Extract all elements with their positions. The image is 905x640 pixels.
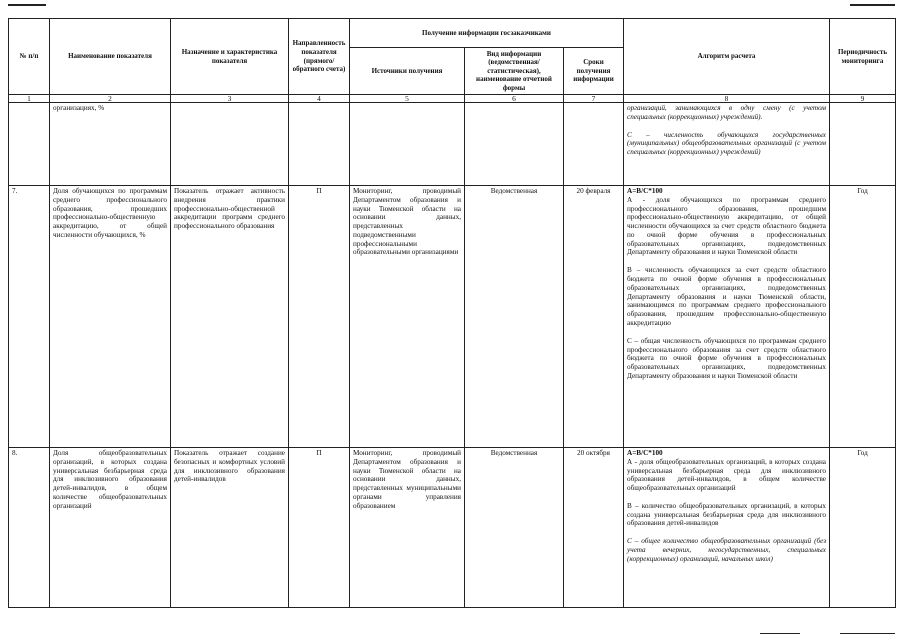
header-info-type: Вид информации (ведомственная/статистическая), наименование отчетной формы bbox=[465, 48, 564, 95]
indicator-direction bbox=[289, 103, 350, 186]
row-number: 8. bbox=[9, 448, 50, 608]
scan-bottom-mark bbox=[760, 633, 800, 634]
info-source: Мониторинг, проводимый Департаментом образования и науки Тюменской области на основании данных, представленных муниципальными органами управления образованием bbox=[350, 448, 465, 608]
calculation-algorithm bbox=[624, 186, 830, 448]
table-row bbox=[9, 448, 896, 608]
header-period: Периодичность мониторинга bbox=[830, 19, 896, 95]
indicators-table bbox=[8, 18, 896, 608]
calculation-algorithm bbox=[624, 448, 830, 608]
info-deadline bbox=[564, 103, 624, 186]
column-number: 1 bbox=[9, 95, 50, 103]
algorithm-paragraph: С – общая численность обучающихся по программам среднего профессионального образования за счет средств областного бюджета по очной форме обучения в профессиональных образовательных организациях, подведомственных Департаменту образования и науки Тюменской области bbox=[627, 336, 826, 380]
info-deadline: 20 февраля bbox=[564, 186, 624, 448]
algorithm-paragraph: А - доля обучающихся по программам среднего профессионального образования, прошедшим профессионально-общественную аккредитацию, от общей численности обучающихся за счет средств областного бюджета по очной форме обучения в профессиональных образовательных организациях, подведомственных Департаменту образования и науки Тюменской области bbox=[627, 195, 826, 257]
header-name: Наименование показателя bbox=[50, 19, 171, 95]
row-number bbox=[9, 103, 50, 186]
header-deadline: Сроки получения информации bbox=[564, 48, 624, 95]
info-type: Ведомственная bbox=[465, 448, 564, 608]
algorithm-paragraph: В – количество общеобразовательных организаций, в которых создана универсальная безбарьерная среда для инклюзивного образования детей-инвалидов bbox=[627, 501, 826, 528]
scan-bottom-mark bbox=[840, 633, 895, 634]
monitoring-period bbox=[830, 103, 896, 186]
algorithm-formula: A=B/C*100 bbox=[627, 449, 663, 457]
indicator-direction: П bbox=[289, 186, 350, 448]
indicator-direction: П bbox=[289, 448, 350, 608]
table-row bbox=[9, 186, 896, 448]
info-source bbox=[350, 103, 465, 186]
column-number: 5 bbox=[350, 95, 465, 103]
column-number: 2 bbox=[50, 95, 171, 103]
info-deadline: 20 октября bbox=[564, 448, 624, 608]
header-num: № п/п bbox=[9, 19, 50, 95]
indicator-purpose bbox=[171, 103, 289, 186]
column-number: 9 bbox=[830, 95, 896, 103]
indicator-purpose: Показатель отражает активность внедрения практики профессионально-общественной аккредитации программ среднего профессионального образования bbox=[171, 186, 289, 448]
indicator-purpose: Показатель отражает создание безопасных и комфортных условий для инклюзивного образования детей-инвалидов bbox=[171, 448, 289, 608]
scan-top-rule-left bbox=[8, 4, 46, 6]
indicator-name: организациях, % bbox=[50, 103, 171, 186]
scan-top-rule-right bbox=[850, 4, 895, 6]
indicator-name: Доля обучающихся по программам среднего профессионального образования, прошедших профессионально-общественную аккредитацию, от общей численности обучающихся, % bbox=[50, 186, 171, 448]
algorithm-paragraph: организаций, занимающихся в одну смену (с учетом специальных (коррекционных) учреждений). bbox=[627, 104, 826, 121]
column-numbers-row bbox=[9, 95, 896, 103]
table-header-row-1 bbox=[9, 19, 896, 48]
header-group-sources: Получение информации госзаказчиками bbox=[350, 19, 624, 48]
column-number: 4 bbox=[289, 95, 350, 103]
header-direction: Направленность показателя (прямого/обратного счета) bbox=[289, 19, 350, 95]
column-number: 6 bbox=[465, 95, 564, 103]
column-number: 3 bbox=[171, 95, 289, 103]
column-number: 7 bbox=[564, 95, 624, 103]
algorithm-paragraph: С – общее количество общеобразовательных организаций (без учета вечерних, негосударственных, специальных (коррекционных) организаций, начальных школ) bbox=[627, 537, 826, 563]
algorithm-paragraph: В – численность обучающихся за счет средств областного бюджета по очной форме обучения в профессиональных образовательных организациях, подведомственных Департаменту образования и науки Тюменской области, занимающимся по программам среднего профессионального образования, прошедшим профессионально-общественную аккредитацию bbox=[627, 266, 826, 327]
header-sources: Источники получения bbox=[350, 48, 465, 95]
info-type: Ведомственная bbox=[465, 186, 564, 448]
header-purpose: Назначение и характеристика показателя bbox=[171, 19, 289, 95]
indicator-name: Доля общеобразовательных организаций, в которых создана универсальная безбарьерная среда для инклюзивного образования детей-инвалидов, в общем количестве общеобразовательных организаций bbox=[50, 448, 171, 608]
table-row bbox=[9, 103, 896, 186]
header-algorithm: Алгоритм расчета bbox=[624, 19, 830, 95]
monitoring-period: Год bbox=[830, 448, 896, 608]
info-source: Мониторинг, проводимый Департаментом образования и науки Тюменской области на основании данных, представленных подведомственными профессиональными образовательными организациями bbox=[350, 186, 465, 448]
info-type bbox=[465, 103, 564, 186]
calculation-algorithm bbox=[624, 103, 830, 186]
algorithm-paragraph: С – численность обучающихся государственных (муниципальных) общеобразовательных организаций (с учетом специальных (коррекционных) учреждений) bbox=[627, 130, 826, 157]
algorithm-formula: A=B/C*100 bbox=[627, 187, 663, 195]
monitoring-period: Год bbox=[830, 186, 896, 448]
row-number: 7. bbox=[9, 186, 50, 448]
column-number: 8 bbox=[624, 95, 830, 103]
algorithm-paragraph: А - доля общеобразовательных организаций, в которых создана универсальная безбарьерная среда для инклюзивного образования детей-инвалидов, в общем количестве общеобразовательных организаций bbox=[627, 457, 826, 493]
